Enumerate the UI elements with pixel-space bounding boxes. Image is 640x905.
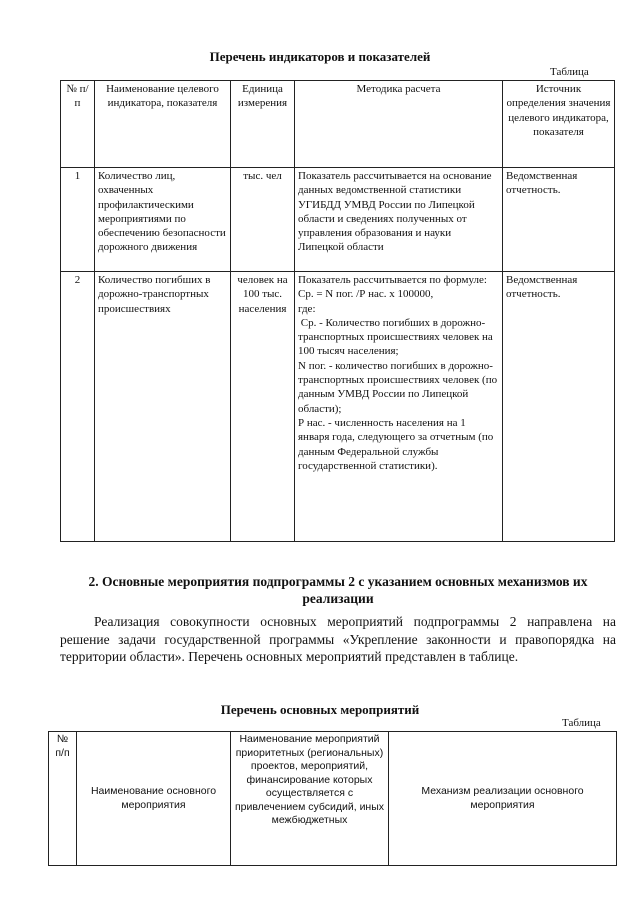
method-line: Ср. = N пог. /Р нас. х 100000, xyxy=(298,288,434,301)
header-source: Источник определения значения целевого индикатора, показателя xyxy=(503,81,615,168)
header-method: Методика расчета xyxy=(295,81,503,168)
method-line: Показатель рассчитывается по формуле: xyxy=(298,274,487,286)
table1-caption: Таблица xyxy=(550,66,589,78)
activities-table xyxy=(48,731,617,866)
method-line: N пог. - количество погибших в дорожно-транспортных происшествиях человек (по данным УМВД России по Липецкой области); xyxy=(298,359,498,415)
method-line: Ср. - Количество погибших в дорожно-транспортных происшествиях человек на 100 тысяч населения; xyxy=(298,316,496,358)
row-num: 2 xyxy=(61,272,95,542)
header-mechanism: Механизм реализации основного мероприятия xyxy=(389,732,617,866)
paragraph-text: Реализация совокупности основных мероприятий подпрограммы 2 направлена на решение задачи государственной программы «Укрепление законности и правопорядка на территории области». Перечень основных мероприятий представлен в таблице. xyxy=(60,614,616,664)
table-row xyxy=(61,272,615,542)
method-line: где: xyxy=(298,302,316,315)
section-paragraph xyxy=(60,613,616,666)
header-num: № п/п xyxy=(49,732,77,866)
header-project-activities: Наименование мероприятий приоритетных (региональных) проектов, мероприятий, финансирование которых осуществляется с привлечением субсидий, иных межбюджетных xyxy=(231,732,389,866)
table-header-row xyxy=(61,81,615,168)
section-heading: 2. Основные мероприятия подпрограммы 2 с указанием основных механизмов их реализации xyxy=(88,574,588,606)
table2-title: Перечень основных мероприятий xyxy=(220,702,420,717)
row-indicator-name: Количество лиц, охваченных профилактическими мероприятиями по обеспечению безопасности дорожного движения xyxy=(95,168,231,272)
row-unit: человек на 100 тыс. населения xyxy=(231,272,295,542)
method-line: Показатель рассчитывается на основание данных ведомственной статистики УГИБДД УМВД России по Липецкой области и сведениях полученных от управления образования и науки Липецкой области xyxy=(298,170,492,254)
row-method xyxy=(295,168,503,272)
header-unit: Единица измерения xyxy=(231,81,295,168)
header-activity-name: Наименование основного мероприятия xyxy=(77,732,231,866)
table1-title: Перечень индикаторов и показателей xyxy=(209,49,431,64)
table-row xyxy=(61,168,615,272)
header-num: № п/п xyxy=(61,81,95,168)
indicators-table xyxy=(60,80,615,542)
header-indicator-name: Наименование целевого индикатора, показателя xyxy=(95,81,231,168)
row-source: Ведомственная отчетность. xyxy=(503,272,615,542)
row-num: 1 xyxy=(61,168,95,272)
method-line: Р нас. - численность населения на 1 января года, следующего за отчетным (по данным Федеральной службы государственной статистики). xyxy=(298,416,494,472)
row-indicator-name: Количество погибших в дорожно-транспортных происшествиях xyxy=(95,272,231,542)
table-header-row xyxy=(49,732,617,866)
table2-caption: Таблица xyxy=(562,717,601,729)
row-method xyxy=(295,272,503,542)
row-unit: тыс. чел xyxy=(231,168,295,272)
row-source: Ведомственная отчетность. xyxy=(503,168,615,272)
